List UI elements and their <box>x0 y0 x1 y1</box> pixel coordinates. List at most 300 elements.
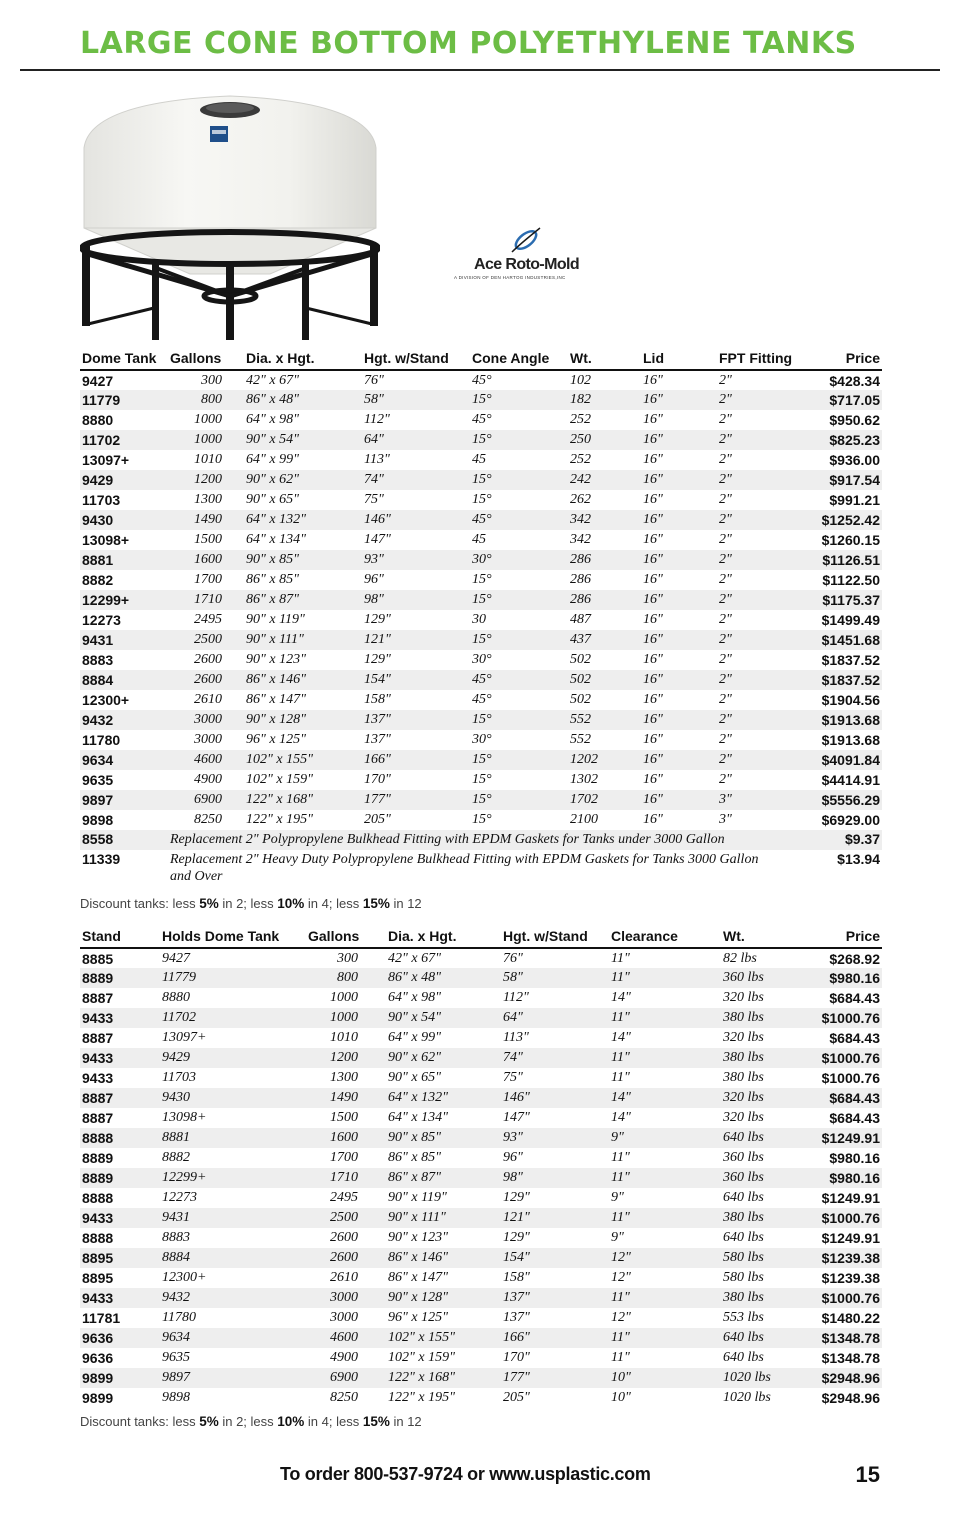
fpt-fitting: 2" <box>719 712 732 727</box>
gallons: 300 <box>337 950 358 966</box>
table-row <box>80 1108 882 1128</box>
hgt-w-stand: 121" <box>503 1210 530 1225</box>
dome-tank-number: 12299+ <box>82 592 130 608</box>
fpt-fitting: 2" <box>719 652 732 667</box>
cone-angle: 15° <box>472 712 492 727</box>
gallons: 8250 <box>194 812 222 827</box>
dia-x-hgt: 90" x 123" <box>388 1230 448 1245</box>
dia-x-hgt: 86" x 146" <box>388 1250 448 1265</box>
table-row <box>80 630 882 650</box>
dia-x-hgt: 90" x 111" <box>246 632 304 647</box>
table-row <box>80 710 882 730</box>
price: $1837.52 <box>821 672 880 688</box>
col-dome-tank: Dome Tank <box>82 350 157 366</box>
holds-dome-tank: 9431 <box>162 1210 190 1225</box>
lid-size: 16" <box>643 412 663 427</box>
fpt-fitting: 2" <box>719 592 732 607</box>
dia-x-hgt: 122" x 195" <box>246 812 313 827</box>
dia-x-hgt: 86" x 85" <box>388 1150 441 1165</box>
price: $1348.78 <box>821 1350 880 1366</box>
gallons: 2495 <box>194 612 222 627</box>
dia-x-hgt: 122" x 195" <box>388 1390 455 1405</box>
hgt-w-stand: 96" <box>503 1150 523 1165</box>
price: $1480.22 <box>821 1310 880 1326</box>
weight: 580 lbs <box>723 1250 764 1265</box>
weight: 553 lbs <box>723 1310 764 1325</box>
clearance: 12" <box>611 1270 631 1285</box>
lid-size: 16" <box>643 572 663 587</box>
table-row <box>80 390 882 410</box>
hgt-w-stand: 98" <box>364 592 384 607</box>
fpt-fitting: 2" <box>719 732 732 747</box>
lid-size: 16" <box>643 612 663 627</box>
gallons: 6900 <box>194 792 222 807</box>
hgt-w-stand: 166" <box>503 1330 530 1345</box>
hgt-w-stand: 58" <box>503 970 523 985</box>
table-row <box>80 450 882 470</box>
gallons: 1200 <box>330 1050 358 1065</box>
fpt-fitting: 2" <box>719 752 732 767</box>
table-row <box>80 1168 882 1188</box>
dia-x-hgt: 102" x 159" <box>246 772 313 787</box>
table-row <box>80 1128 882 1148</box>
clearance: 11" <box>611 950 630 966</box>
hgt-w-stand: 158" <box>364 692 391 707</box>
gallons: 1000 <box>330 990 358 1005</box>
price: $980.16 <box>829 1170 880 1186</box>
dome-tank-number: 9898 <box>82 812 114 828</box>
price: $6929.00 <box>821 812 880 828</box>
fpt-fitting: 2" <box>719 452 732 467</box>
dia-x-hgt: 102" x 155" <box>246 752 313 767</box>
holds-dome-tank: 8880 <box>162 990 190 1005</box>
table-row <box>80 988 882 1008</box>
hgt-w-stand: 129" <box>503 1230 530 1245</box>
cone-angle: 15° <box>472 392 492 407</box>
table-row <box>80 570 882 590</box>
col-cone-angle: Cone Angle <box>472 350 550 366</box>
dia-x-hgt: 86" x 48" <box>246 392 299 407</box>
price: $936.00 <box>829 452 880 468</box>
weight: 580 lbs <box>723 1270 764 1285</box>
holds-dome-tank: 13097+ <box>162 1030 207 1045</box>
dome-tank-number: 13097+ <box>82 452 130 468</box>
fpt-fitting: 2" <box>719 672 732 687</box>
discount-note: Discount tanks: less 5% in 2; less 10% in 4; less 15% in 12 <box>80 896 422 911</box>
table-row <box>80 430 882 450</box>
weight: 1302 <box>570 772 598 787</box>
weight: 552 <box>570 712 591 727</box>
lid-size: 16" <box>643 512 663 527</box>
discount-note: Discount tanks: less 5% in 2; less 10% in 4; less 15% in 12 <box>80 1414 422 1429</box>
hgt-w-stand: 137" <box>364 712 391 727</box>
weight: 502 <box>570 672 591 687</box>
price: $684.43 <box>829 990 880 1006</box>
gallons: 3000 <box>194 732 222 747</box>
fpt-fitting: 2" <box>719 532 732 547</box>
fpt-fitting: 2" <box>719 392 732 407</box>
gallons: 1490 <box>330 1090 358 1105</box>
dia-x-hgt: 90" x 85" <box>246 552 299 567</box>
weight: 320 lbs <box>723 1110 764 1125</box>
fpt-fitting: 2" <box>719 372 732 388</box>
dome-tank-number: 11702 <box>82 432 121 448</box>
holds-dome-tank: 9430 <box>162 1090 190 1105</box>
table-row <box>80 730 882 750</box>
holds-dome-tank: 12299+ <box>162 1170 207 1185</box>
gallons: 1710 <box>330 1170 358 1185</box>
cone-angle: 15° <box>472 492 492 507</box>
price: $1837.52 <box>821 652 880 668</box>
clearance: 11" <box>611 1330 630 1345</box>
price: $4091.84 <box>821 752 880 768</box>
weight: 242 <box>570 472 591 487</box>
clearance: 14" <box>611 1110 631 1125</box>
col-dia-hgt: Dia. x Hgt. <box>388 928 457 944</box>
cone-angle: 15° <box>472 432 492 447</box>
cone-angle: 45 <box>472 532 486 547</box>
cone-angle: 15° <box>472 792 492 807</box>
col-dia-hgt: Dia. x Hgt. <box>246 350 315 366</box>
weight: 2100 <box>570 812 598 827</box>
holds-dome-tank: 11702 <box>162 1010 196 1025</box>
holds-dome-tank: 9898 <box>162 1390 190 1405</box>
dia-x-hgt: 90" x 119" <box>388 1190 447 1205</box>
table-row <box>80 750 882 770</box>
stand-number: 8888 <box>82 1130 114 1146</box>
hgt-w-stand: 93" <box>503 1130 523 1145</box>
dia-x-hgt: 86" x 147" <box>388 1270 448 1285</box>
clearance: 11" <box>611 1050 630 1065</box>
weight: 252 <box>570 412 591 427</box>
holds-dome-tank: 11780 <box>162 1310 196 1325</box>
tank-price-table <box>80 348 882 886</box>
dia-x-hgt: 64" x 99" <box>388 1030 441 1045</box>
weight: 1020 lbs <box>723 1390 771 1405</box>
price: $684.43 <box>829 1110 880 1126</box>
accessory-description: Replacement 2" Polypropylene Bulkhead Fitting with EPDM Gaskets for Tanks under 3000 Gallon <box>170 832 725 847</box>
holds-dome-tank: 12273 <box>162 1190 197 1205</box>
lid-size: 16" <box>643 472 663 487</box>
tank-product-image <box>80 78 380 342</box>
stand-number: 8889 <box>82 1170 114 1186</box>
fpt-fitting: 2" <box>719 572 732 587</box>
dia-x-hgt: 86" x 87" <box>246 592 299 607</box>
clearance: 11" <box>611 970 630 985</box>
cone-angle: 15° <box>472 812 492 827</box>
cone-angle: 45° <box>472 672 492 687</box>
gallons: 2600 <box>194 652 222 667</box>
hgt-w-stand: 93" <box>364 552 384 567</box>
lid-size: 16" <box>643 772 663 787</box>
lid-size: 16" <box>643 672 663 687</box>
hgt-w-stand: 154" <box>364 672 391 687</box>
cone-angle: 15° <box>472 472 492 487</box>
dome-tank-number: 8880 <box>82 412 114 428</box>
weight: 640 lbs <box>723 1130 764 1145</box>
stand-number: 8895 <box>82 1250 114 1266</box>
weight: 437 <box>570 632 591 647</box>
hgt-w-stand: 147" <box>503 1110 530 1125</box>
price: $1904.56 <box>821 692 880 708</box>
table-row <box>80 530 882 550</box>
price: $268.92 <box>829 950 880 967</box>
weight: 380 lbs <box>723 1050 764 1065</box>
fpt-fitting: 2" <box>719 632 732 647</box>
table-row <box>80 470 882 490</box>
hgt-w-stand: 75" <box>503 1070 523 1085</box>
dia-x-hgt: 90" x 128" <box>246 712 306 727</box>
hgt-w-stand: 158" <box>503 1270 530 1285</box>
price: $1249.91 <box>821 1230 880 1246</box>
cone-angle: 45 <box>472 452 486 467</box>
stand-number: 8885 <box>82 950 114 967</box>
gallons: 1500 <box>194 532 222 547</box>
cone-tank-illustration <box>80 78 380 342</box>
gallons: 1700 <box>330 1150 358 1165</box>
holds-dome-tank: 9635 <box>162 1350 190 1365</box>
price: $4414.91 <box>821 772 880 788</box>
gallons: 1000 <box>330 1010 358 1025</box>
dome-tank-number: 12273 <box>82 612 121 628</box>
price: $2948.96 <box>821 1390 880 1406</box>
fpt-fitting: 3" <box>719 812 732 827</box>
hgt-w-stand: 113" <box>503 1030 529 1045</box>
accessory-part-number: 11339 <box>82 851 121 867</box>
table-row <box>80 1088 882 1108</box>
holds-dome-tank: 9429 <box>162 1050 190 1065</box>
stand-number: 9899 <box>82 1370 114 1386</box>
price: $950.62 <box>829 412 880 428</box>
cone-angle: 15° <box>472 592 492 607</box>
gallons: 2500 <box>330 1210 358 1225</box>
dia-x-hgt: 90" x 65" <box>388 1070 441 1085</box>
price: $717.05 <box>829 392 880 408</box>
dome-tank-number: 9634 <box>82 752 114 768</box>
lid-size: 16" <box>643 792 663 807</box>
dome-tank-number: 9635 <box>82 772 114 788</box>
dia-x-hgt: 64" x 98" <box>246 412 299 427</box>
weight: 250 <box>570 432 591 447</box>
price: $5556.29 <box>821 792 880 808</box>
gallons: 2600 <box>330 1250 358 1265</box>
table-row <box>80 1008 882 1028</box>
price: $1000.76 <box>821 1070 880 1086</box>
table-row <box>80 610 882 630</box>
dome-tank-number: 9431 <box>82 632 114 648</box>
hgt-w-stand: 121" <box>364 632 391 647</box>
clearance: 14" <box>611 1090 631 1105</box>
dome-tank-number: 12300+ <box>82 692 130 708</box>
weight: 380 lbs <box>723 1010 764 1025</box>
dia-x-hgt: 90" x 65" <box>246 492 299 507</box>
dome-tank-number: 11779 <box>82 392 121 408</box>
holds-dome-tank: 8882 <box>162 1150 190 1165</box>
dia-x-hgt: 90" x 62" <box>388 1050 441 1065</box>
weight: 380 lbs <box>723 1290 764 1305</box>
gallons: 3000 <box>330 1290 358 1305</box>
weight: 252 <box>570 452 591 467</box>
holds-dome-tank: 13098+ <box>162 1110 207 1125</box>
clearance: 10" <box>611 1390 631 1405</box>
gallons: 2600 <box>194 672 222 687</box>
stand-number: 8889 <box>82 1150 114 1166</box>
dome-tank-number: 8881 <box>82 552 114 568</box>
cone-angle: 45° <box>472 412 492 427</box>
col-gallons: Gallons <box>308 928 360 944</box>
clearance: 14" <box>611 1030 631 1045</box>
hgt-w-stand: 74" <box>364 472 384 487</box>
holds-dome-tank: 8881 <box>162 1130 190 1145</box>
holds-dome-tank: 9897 <box>162 1370 190 1385</box>
hgt-w-stand: 129" <box>503 1190 530 1205</box>
order-contact: To order 800-537-9724 or www.usplastic.com <box>280 1464 651 1484</box>
stand-number: 8888 <box>82 1230 114 1246</box>
gallons: 2495 <box>330 1190 358 1205</box>
weight: 360 lbs <box>723 1170 764 1185</box>
gallons: 1010 <box>330 1030 358 1045</box>
price: $1000.76 <box>821 1050 880 1066</box>
table-row <box>80 510 882 530</box>
cone-angle: 15° <box>472 632 492 647</box>
gallons: 4900 <box>194 772 222 787</box>
dia-x-hgt: 42" x 67" <box>246 372 299 388</box>
dia-x-hgt: 90" x 54" <box>388 1010 441 1025</box>
accessory-row <box>80 850 882 886</box>
fpt-fitting: 2" <box>719 772 732 787</box>
col-gallons: Gallons <box>170 350 222 366</box>
col-weight: Wt. <box>723 928 745 944</box>
gallons: 3000 <box>194 712 222 727</box>
clearance: 11" <box>611 1170 630 1185</box>
weight: 640 lbs <box>723 1230 764 1245</box>
weight: 102 <box>570 372 591 388</box>
hgt-w-stand: 112" <box>364 412 390 427</box>
holds-dome-tank: 9427 <box>162 950 190 966</box>
weight: 286 <box>570 552 591 567</box>
dia-x-hgt: 64" x 99" <box>246 452 299 467</box>
dia-x-hgt: 86" x 147" <box>246 692 306 707</box>
hgt-w-stand: 170" <box>503 1350 530 1365</box>
table-row <box>80 410 882 430</box>
dia-x-hgt: 64" x 98" <box>388 990 441 1005</box>
table-row <box>80 1068 882 1088</box>
price: $1000.76 <box>821 1010 880 1026</box>
dia-x-hgt: 122" x 168" <box>388 1370 455 1385</box>
fpt-fitting: 2" <box>719 512 732 527</box>
page-number: 15 <box>855 1462 880 1487</box>
table-row <box>80 1388 882 1408</box>
holds-dome-tank: 12300+ <box>162 1270 207 1285</box>
clearance: 9" <box>611 1230 624 1245</box>
hgt-w-stand: 137" <box>364 732 391 747</box>
dia-x-hgt: 90" x 62" <box>246 472 299 487</box>
clearance: 11" <box>611 1150 630 1165</box>
price: $1252.42 <box>821 512 880 528</box>
cone-angle: 30° <box>472 552 492 567</box>
gallons: 2610 <box>194 692 222 707</box>
weight: 640 lbs <box>723 1330 764 1345</box>
table-row <box>80 790 882 810</box>
gallons: 1200 <box>194 472 222 487</box>
dia-x-hgt: 90" x 123" <box>246 652 306 667</box>
title-divider <box>20 69 940 71</box>
fpt-fitting: 3" <box>719 792 732 807</box>
fpt-fitting: 2" <box>719 432 732 447</box>
stand-number: 8887 <box>82 990 114 1006</box>
dia-x-hgt: 90" x 85" <box>388 1130 441 1145</box>
fpt-fitting: 2" <box>719 492 732 507</box>
price: $917.54 <box>829 472 880 488</box>
stand-number: 9433 <box>82 1050 114 1066</box>
weight: 320 lbs <box>723 1030 764 1045</box>
clearance: 14" <box>611 990 631 1005</box>
table-row <box>80 1228 882 1248</box>
stand-number: 9636 <box>82 1350 114 1366</box>
hgt-w-stand: 74" <box>503 1050 523 1065</box>
dia-x-hgt: 102" x 159" <box>388 1350 455 1365</box>
col-weight: Wt. <box>570 350 592 366</box>
weight: 640 lbs <box>723 1350 764 1365</box>
lid-size: 16" <box>643 592 663 607</box>
gallons: 1000 <box>194 412 222 427</box>
table-row <box>80 1028 882 1048</box>
price: $1000.76 <box>821 1290 880 1306</box>
weight: 320 lbs <box>723 990 764 1005</box>
lid-size: 16" <box>643 372 663 388</box>
clearance: 11" <box>611 1210 630 1225</box>
lid-size: 16" <box>643 712 663 727</box>
col-lid: Lid <box>643 350 664 366</box>
price: $684.43 <box>829 1030 880 1046</box>
hgt-w-stand: 64" <box>364 432 384 447</box>
gallons: 6900 <box>330 1370 358 1385</box>
price: $1451.68 <box>821 632 880 648</box>
clearance: 11" <box>611 1350 630 1365</box>
lid-size: 16" <box>643 732 663 747</box>
hgt-w-stand: 146" <box>364 512 391 527</box>
weight: 182 <box>570 392 591 407</box>
lid-size: 16" <box>643 632 663 647</box>
weight: 262 <box>570 492 591 507</box>
cone-angle: 15° <box>472 752 492 767</box>
weight: 502 <box>570 692 591 707</box>
cone-angle: 45° <box>472 512 492 527</box>
table-row <box>80 1348 882 1368</box>
hgt-w-stand: 146" <box>503 1090 530 1105</box>
fpt-fitting: 2" <box>719 472 732 487</box>
hgt-w-stand: 177" <box>503 1370 530 1385</box>
gallons: 1600 <box>194 552 222 567</box>
hgt-w-stand: 113" <box>364 452 390 467</box>
price: $2948.96 <box>821 1370 880 1386</box>
dome-tank-number: 9429 <box>82 472 114 488</box>
clearance: 9" <box>611 1130 624 1145</box>
price: $428.34 <box>829 372 880 389</box>
dome-tank-number: 11780 <box>82 732 121 748</box>
table-row <box>80 1048 882 1068</box>
accessory-description: Replacement 2" Heavy Duty Polypropylene Bulkhead Fitting with EPDM Gaskets for Tanks 3000 Gallon and Over <box>170 852 759 884</box>
col-clearance: Clearance <box>611 928 678 944</box>
stand-price-table <box>80 926 882 1408</box>
lid-size: 16" <box>643 432 663 447</box>
hgt-w-stand: 129" <box>364 612 391 627</box>
gallons: 1710 <box>194 592 222 607</box>
table-row <box>80 1208 882 1228</box>
table-row <box>80 1308 882 1328</box>
weight: 360 lbs <box>723 1150 764 1165</box>
price: $1122.50 <box>822 572 880 588</box>
